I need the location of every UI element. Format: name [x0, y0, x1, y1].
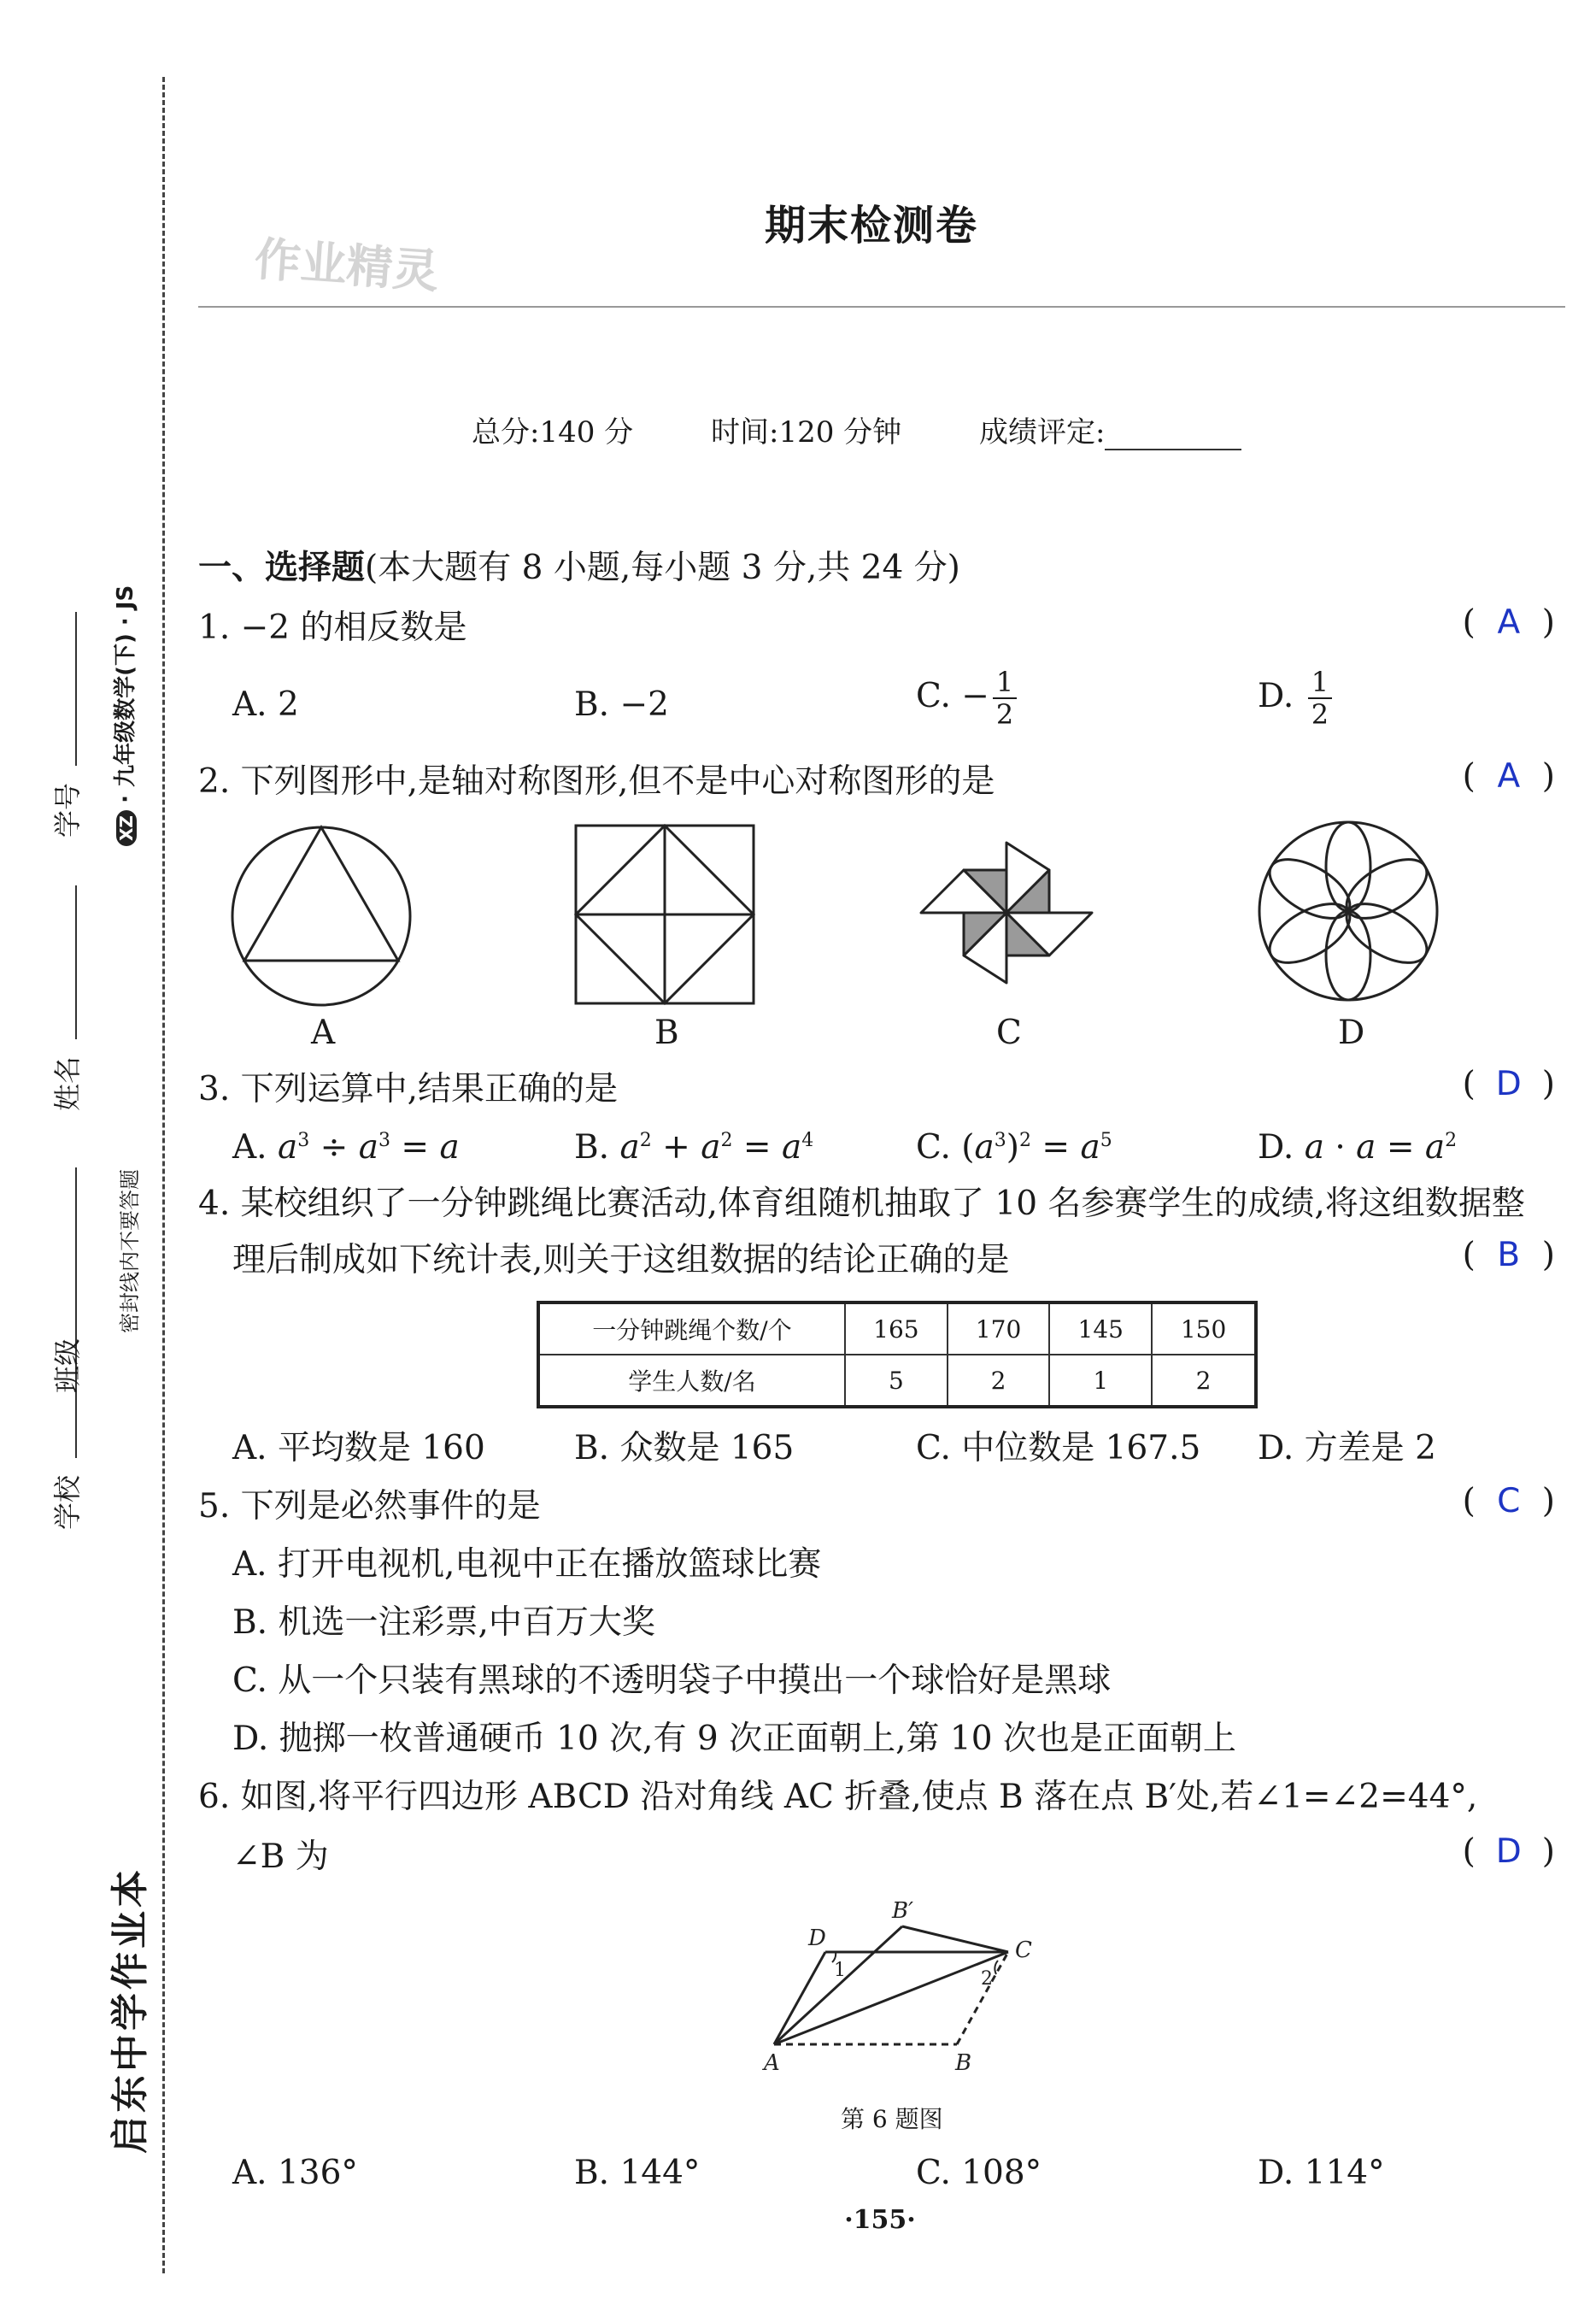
angle-2-label: 2 — [981, 1968, 993, 1990]
sidebar — [34, 444, 152, 2273]
table-cell: 2 — [1152, 1355, 1256, 1407]
watermark: 作业精灵 — [252, 232, 441, 299]
q1-option-a: A. 2 — [232, 685, 299, 724]
angle-1-label: 1 — [834, 1960, 846, 1981]
page-title: 期末检测卷 — [764, 202, 978, 250]
course-strip — [108, 585, 139, 846]
table-cell: 170 — [948, 1302, 1050, 1355]
q2-label-c: C — [996, 1014, 1022, 1052]
q2-answer: ( A ) — [1462, 757, 1555, 796]
q5-answer: ( C ) — [1462, 1482, 1555, 1520]
q2-label-b: B — [654, 1014, 679, 1052]
table-cell: 150 — [1152, 1302, 1256, 1355]
exam-time: 时间:120 分钟 — [710, 415, 902, 450]
q1-option-d: D. $\frac{1}{2}$ — [1258, 667, 1332, 730]
q3-option-b: B. $a^2 + a^2 = a^4$ — [574, 1128, 814, 1167]
q6-option-a: A. 136° — [232, 2154, 358, 2192]
point-a-label: A — [764, 2050, 780, 2076]
grade-label: 成绩评定: — [978, 415, 1106, 450]
point-c-label: C — [1015, 1937, 1032, 1963]
title-divider — [198, 306, 1565, 308]
q5-option-d: D. 抛掷一枚普通硬币 10 次,有 9 次正面朝上,第 10 次也是正面朝上 — [232, 1720, 1236, 1758]
q6-answer: ( D ) — [1462, 1832, 1555, 1871]
seal-line — [162, 77, 165, 2273]
q1-answer: ( A ) — [1462, 603, 1555, 642]
q5-option-a: A. 打开电视机,电视中正在播放篮球比赛 — [232, 1545, 822, 1584]
q6-option-d: D. 114° — [1258, 2154, 1385, 2192]
table-header-cell: 学生人数/名 — [538, 1355, 845, 1407]
q2-label-a: A — [311, 1014, 336, 1052]
q2-label-d: D — [1338, 1014, 1365, 1052]
q6-figure-caption: 第 6 题图 — [841, 2105, 943, 2133]
name-field[interactable] — [46, 885, 85, 1111]
q1-option-b: B. −2 — [574, 685, 669, 724]
publisher-badge: XZ — [116, 810, 137, 846]
q3-option-a: A. $a^3 \div a^3 = a$ — [232, 1128, 460, 1167]
q3-option-c: C. $(a^3)^2 = a^5$ — [916, 1128, 1112, 1167]
id-field[interactable] — [46, 612, 85, 838]
figure-d-flower — [1259, 822, 1437, 1000]
figure-a-circle-triangle — [232, 827, 410, 1005]
page-number: ·155· — [844, 2205, 916, 2235]
class-field[interactable] — [46, 1167, 85, 1393]
q4-answer: ( B ) — [1462, 1236, 1555, 1274]
point-d-label: D — [808, 1926, 826, 1951]
grade-input[interactable] — [1105, 449, 1241, 450]
q4-stats-table — [537, 1301, 1258, 1408]
table-cell: 165 — [845, 1302, 948, 1355]
q3-option-d: D. $a \cdot a = a^2$ — [1258, 1128, 1458, 1167]
q1-option-c: C. − $\frac{1}{2}$ — [916, 667, 1017, 730]
q2-figures — [198, 812, 1531, 1034]
q6-option-b: B. 144° — [574, 2154, 701, 2192]
point-b-label: B — [955, 2050, 972, 2076]
seal-notice: 密封线内不要答题 — [118, 1169, 142, 1333]
class-label: 班级 — [51, 1338, 84, 1393]
q2-stem: 2. 下列图形中,是轴对称图形,但不是中心对称图形的是 — [198, 762, 995, 801]
q5-option-b: B. 机选一注彩票,中百万大奖 — [232, 1603, 655, 1642]
book-title: 启东中学作业本 — [109, 1867, 152, 2154]
q6-parallelogram-figure — [735, 1892, 1094, 2089]
q4-option-a: A. 平均数是 160 — [232, 1429, 485, 1467]
school-label: 学校 — [51, 1474, 84, 1530]
q6-stem-line2: ∠B 为 — [232, 1837, 329, 1876]
q4-stem-line1: 4. 某校组织了一分钟跳绳比赛活动,体育组随机抽取了 10 名参赛学生的成绩,将这组数据整 — [198, 1185, 1525, 1223]
table-cell: 1 — [1049, 1355, 1152, 1407]
q6-option-c: C. 108° — [916, 2154, 1042, 2192]
table-row — [538, 1355, 1256, 1407]
q4-option-c: C. 中位数是 167.5 — [916, 1429, 1201, 1467]
q3-answer: ( D ) — [1462, 1065, 1555, 1103]
q1-stem: 1. −2 的相反数是 — [198, 609, 467, 647]
total-score: 总分:140 分 — [472, 415, 634, 450]
q4-option-d: D. 方差是 2 — [1258, 1429, 1436, 1467]
q5-option-c: C. 从一个只装有黑球的不透明袋子中摸出一个球恰好是黑球 — [232, 1661, 1112, 1700]
table-header-cell: 一分钟跳绳个数/个 — [538, 1302, 845, 1355]
name-label: 姓名 — [51, 1055, 84, 1111]
figure-c-pinwheel — [921, 843, 1092, 983]
q4-stem-line2: 理后制成如下统计表,则关于这组数据的结论正确的是 — [232, 1241, 1010, 1279]
q6-stem-line1: 6. 如图,将平行四边形 ABCD 沿对角线 AC 折叠,使点 B 落在点 B′处,若∠1=∠2=44°, — [198, 1778, 1478, 1816]
q4-option-b: B. 众数是 165 — [574, 1429, 795, 1467]
table-cell: 145 — [1049, 1302, 1152, 1355]
figure-b-square-diamond — [576, 826, 754, 1003]
table-cell: 5 — [845, 1355, 948, 1407]
exam-info — [472, 409, 1241, 450]
q3-stem: 3. 下列运算中,结果正确的是 — [198, 1070, 619, 1108]
id-label: 学号 — [51, 782, 84, 838]
point-bprime-label: B′ — [892, 1898, 914, 1924]
section-heading: 一、选择题(本大题有 8 小题,每小题 3 分,共 24 分) — [198, 549, 960, 587]
q5-stem: 5. 下列是必然事件的是 — [198, 1487, 541, 1526]
course-title: · 九年级数学(下) · JS — [113, 585, 138, 803]
table-cell: 2 — [948, 1355, 1050, 1407]
table-row — [538, 1302, 1256, 1355]
